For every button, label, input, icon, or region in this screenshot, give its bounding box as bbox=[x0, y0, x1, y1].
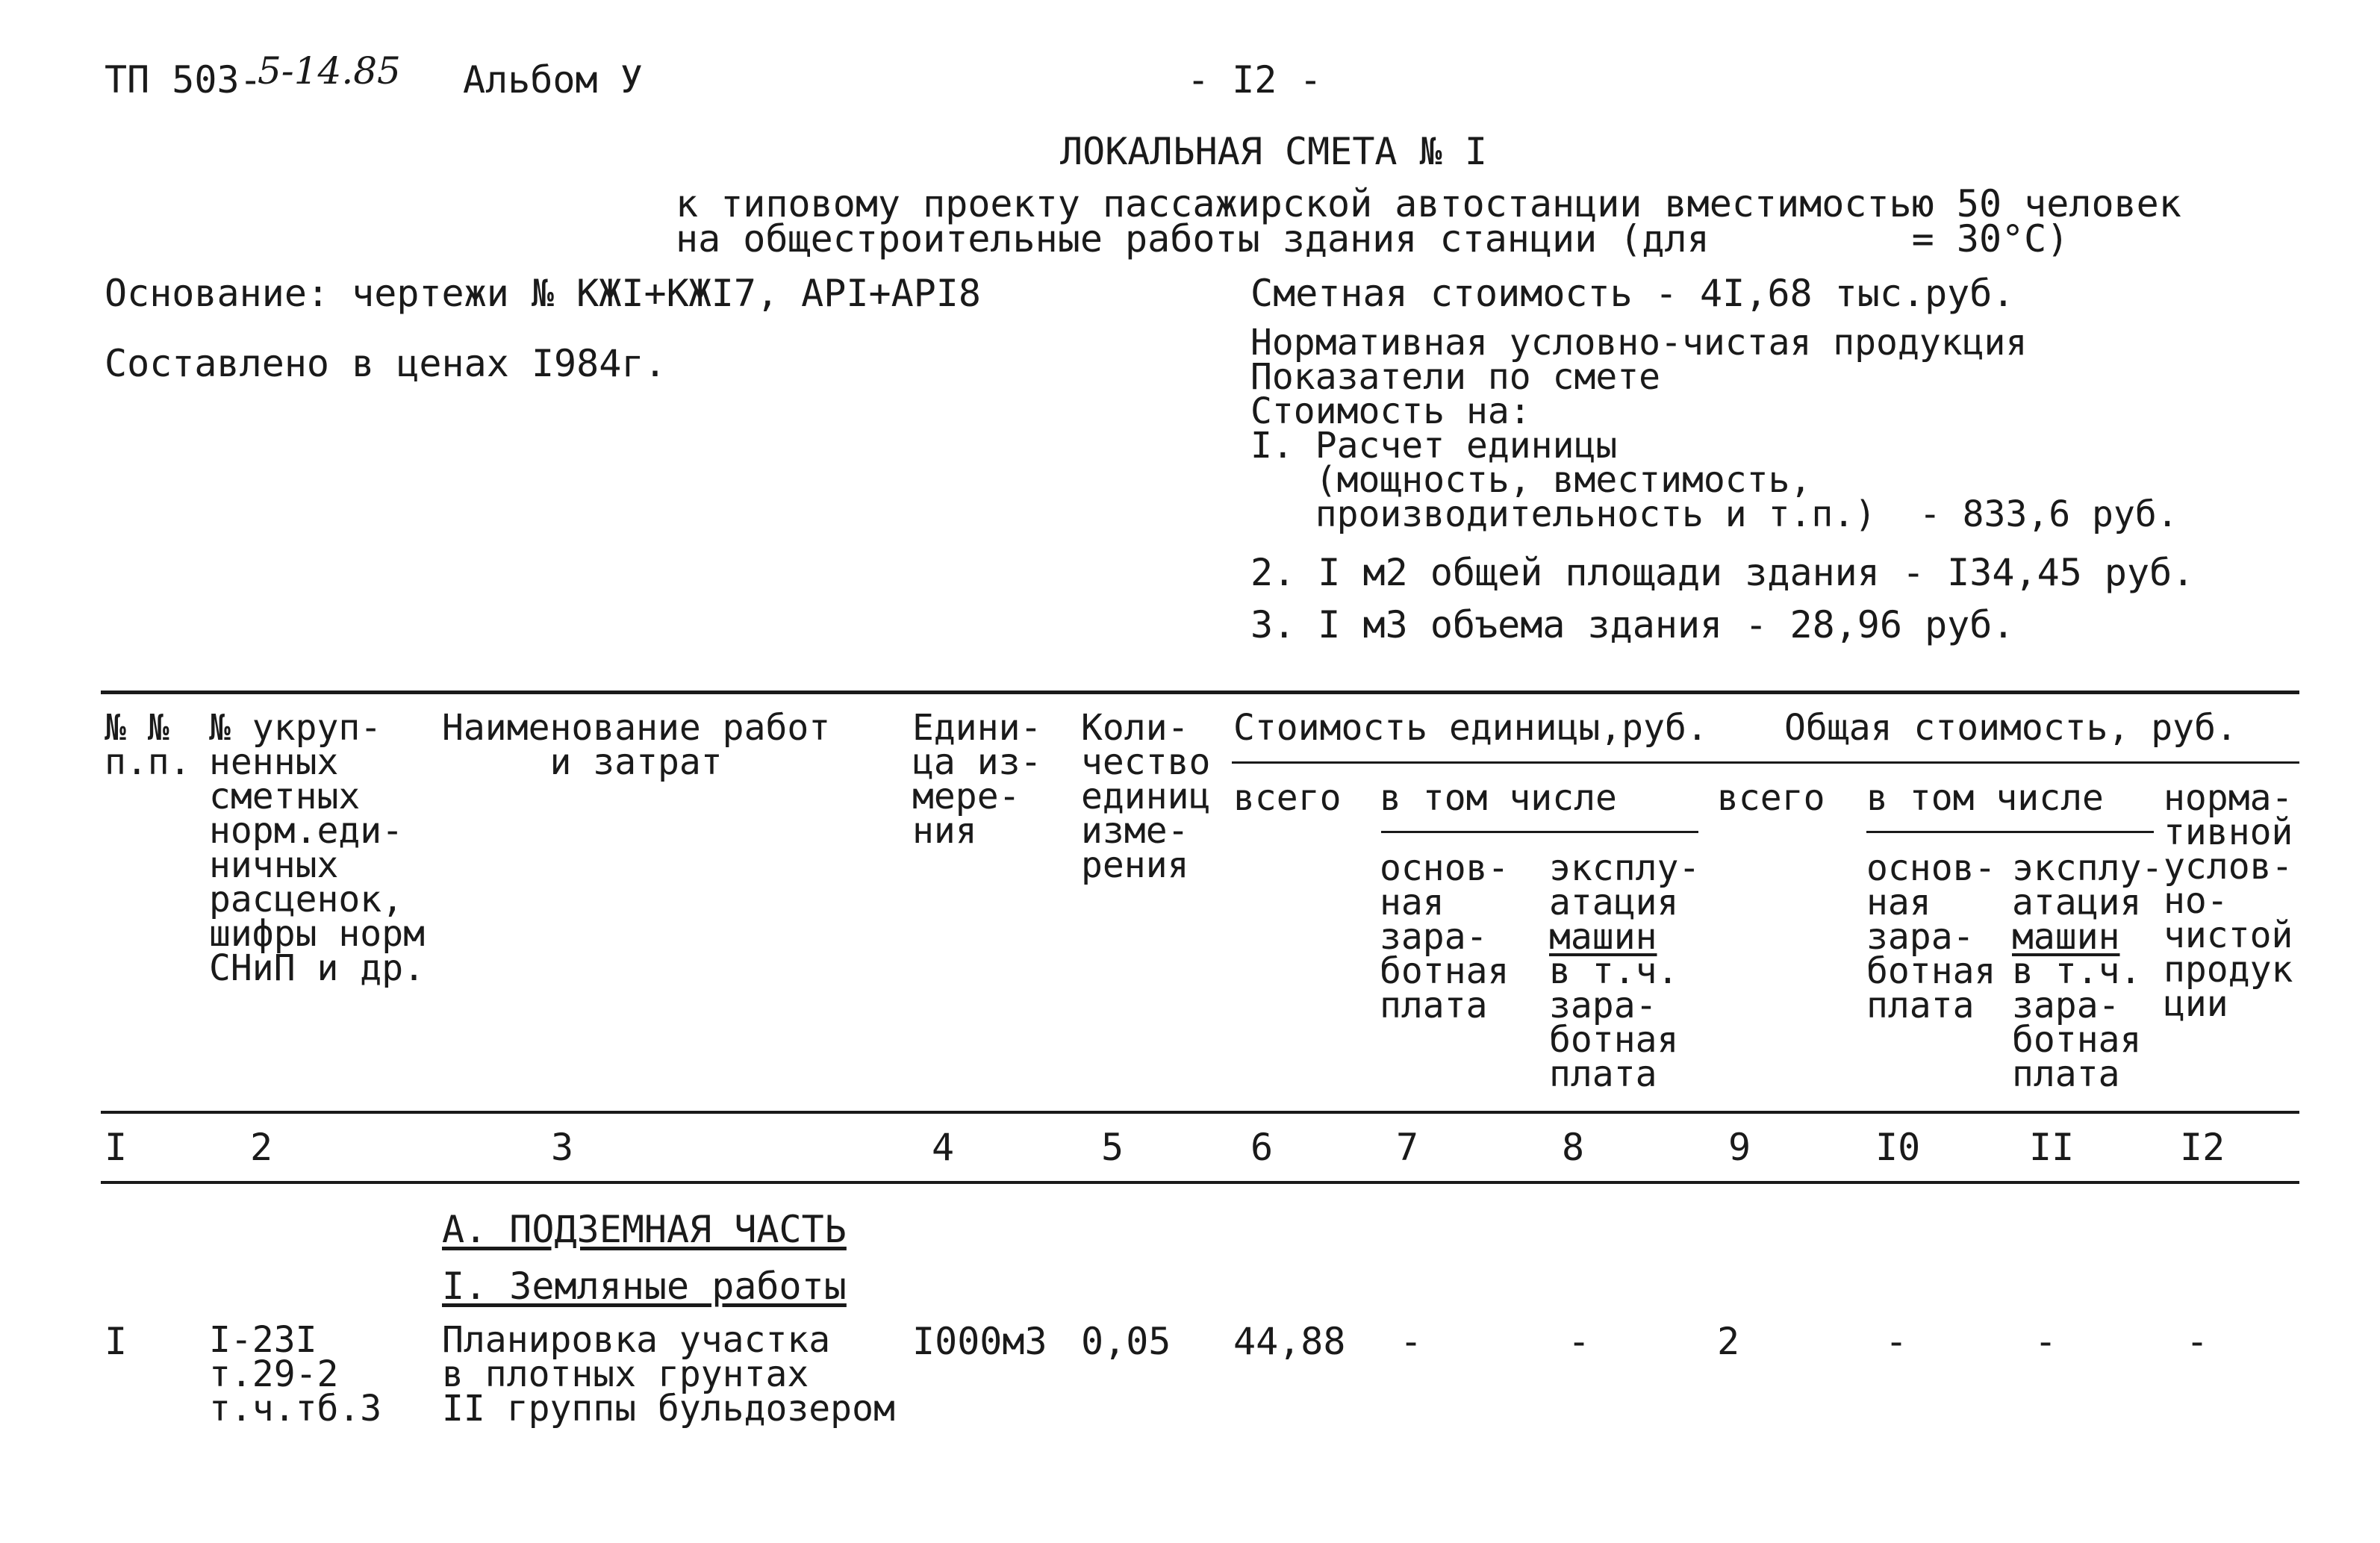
column-number: 5 bbox=[1101, 1126, 1124, 1169]
indicator-volume: 3. I м3 объема здания - 28,96 руб. bbox=[1250, 603, 2015, 646]
col-header-unit-machine: эксплу- атация bbox=[1549, 847, 1701, 923]
row-total-norm: - bbox=[2186, 1320, 2209, 1363]
col-header-total-machine: эксплу- атация bbox=[2012, 847, 2164, 923]
indicator-line: I. Расчет единицы bbox=[1250, 425, 1618, 467]
col-header-unit-incl: в том числе bbox=[1380, 777, 1617, 819]
col-header-num: № № п.п. bbox=[105, 707, 191, 783]
row-total-wage: - bbox=[1885, 1320, 1908, 1363]
column-number: 8 bbox=[1562, 1126, 1585, 1169]
document-code-handwritten: 5-14.85 bbox=[258, 49, 401, 93]
album-label: Альбом У bbox=[463, 58, 643, 102]
row-total: 2 bbox=[1717, 1320, 1740, 1363]
estimate-subtitle-2: на общестроительные работы здания станции (для = 30°С) bbox=[676, 217, 2069, 261]
column-number: I2 bbox=[2180, 1126, 2225, 1169]
total-subgroup-rule bbox=[1866, 831, 2154, 833]
col-header-total-incl: в том числе bbox=[1866, 777, 2104, 819]
cost-group-rule bbox=[1232, 761, 2299, 764]
indicator-line: Нормативная условно-чистая продукция bbox=[1250, 322, 2028, 364]
row-qty: 0,05 bbox=[1081, 1320, 1171, 1363]
column-number: 9 bbox=[1728, 1126, 1751, 1169]
column-number: II bbox=[2029, 1126, 2075, 1169]
column-number: 7 bbox=[1396, 1126, 1419, 1169]
indicator-area: 2. I м2 общей площади здания - I34,45 руб. bbox=[1250, 551, 2195, 594]
row-unit-total: 44,88 bbox=[1233, 1320, 1346, 1363]
row-name: Планировка участка в плотных грунтах II группы бульдозером bbox=[442, 1319, 895, 1430]
basis-line: Основание: чертежи № КЖI+КЖI7, АРI+АРI8 bbox=[105, 272, 981, 315]
column-number: 4 bbox=[932, 1126, 955, 1169]
indicator-line: Стоимость на: bbox=[1250, 390, 1531, 432]
column-number: 6 bbox=[1250, 1126, 1274, 1169]
table-top-rule bbox=[101, 691, 2299, 694]
col-header-unit-machine-b: машин bbox=[1549, 916, 1657, 958]
col-header-total-cost: Общая стоимость, руб. bbox=[1784, 707, 2237, 749]
document-code: ТП 503- bbox=[105, 58, 262, 102]
col-header-total: всего bbox=[1717, 777, 1825, 819]
col-header-unit: Едини- ца из- мере- ния bbox=[912, 707, 1042, 852]
col-header-unit-cost: Стоимость единицы,руб. bbox=[1233, 707, 1708, 749]
header-bottom-rule bbox=[101, 1111, 2299, 1114]
col-header-norm-product: норма- тивной услов- но- чистой продук ции bbox=[2164, 777, 2293, 1025]
col-header-total-machine-b: машин bbox=[2012, 916, 2120, 958]
estimate-subtitle-1: к типовому проекту пассажирской автостанции вместимостью 50 человек bbox=[676, 182, 2181, 225]
estimate-title: ЛОКАЛЬНАЯ СМЕТА № I bbox=[1060, 130, 1487, 173]
col-header-unit-machine-wage: в т.ч. зара- ботная плата bbox=[1549, 950, 1679, 1095]
estimated-cost: Сметная стоимость - 4I,68 тыс.руб. bbox=[1250, 272, 2015, 315]
numbers-bottom-rule bbox=[101, 1181, 2299, 1184]
prices-line: Составлено в ценах I984г. bbox=[105, 342, 667, 385]
col-header-qty: Коли- чество единиц изме- рения bbox=[1081, 707, 1211, 886]
column-number: 2 bbox=[250, 1126, 273, 1169]
col-header-unit-wage: основ- ная зара- ботная плата bbox=[1380, 847, 1510, 1026]
row-unit-wage: - bbox=[1400, 1320, 1423, 1363]
col-header-code: № укруп- ненных сметных норм.еди- ничных расценок, шифры норм СНиП и др. bbox=[209, 707, 425, 989]
row-unit-machine: - bbox=[1568, 1320, 1591, 1363]
col-header-unit-total: всего bbox=[1233, 777, 1342, 819]
page-number: - I2 - bbox=[1187, 58, 1322, 102]
col-header-total-machine-wage: в т.ч. зара- ботная плата bbox=[2012, 950, 2142, 1095]
row-num: I bbox=[105, 1320, 128, 1363]
section-heading-earthworks: I. Земляные работы bbox=[442, 1265, 847, 1308]
row-total-machine: - bbox=[2034, 1320, 2057, 1363]
col-header-total-wage: основ- ная зара- ботная плата bbox=[1866, 847, 1996, 1026]
indicator-line: производительность и т.п.) - 833,6 руб. bbox=[1250, 493, 2178, 535]
column-number: I bbox=[105, 1126, 128, 1169]
unit-subgroup-rule bbox=[1381, 831, 1698, 833]
row-unit: I000м3 bbox=[912, 1320, 1047, 1363]
col-header-name: Наименование работ и затрат bbox=[442, 707, 831, 783]
row-code: I-23I т.29-2 т.ч.тб.3 bbox=[209, 1319, 382, 1430]
indicator-line: Показатели по смете bbox=[1250, 356, 1661, 398]
column-number: I0 bbox=[1875, 1126, 1921, 1169]
section-heading-underground: А. ПОДЗЕМНАЯ ЧАСТЬ bbox=[442, 1208, 847, 1251]
column-number: 3 bbox=[551, 1126, 574, 1169]
indicator-line: (мощность, вместимость, bbox=[1250, 459, 1812, 501]
